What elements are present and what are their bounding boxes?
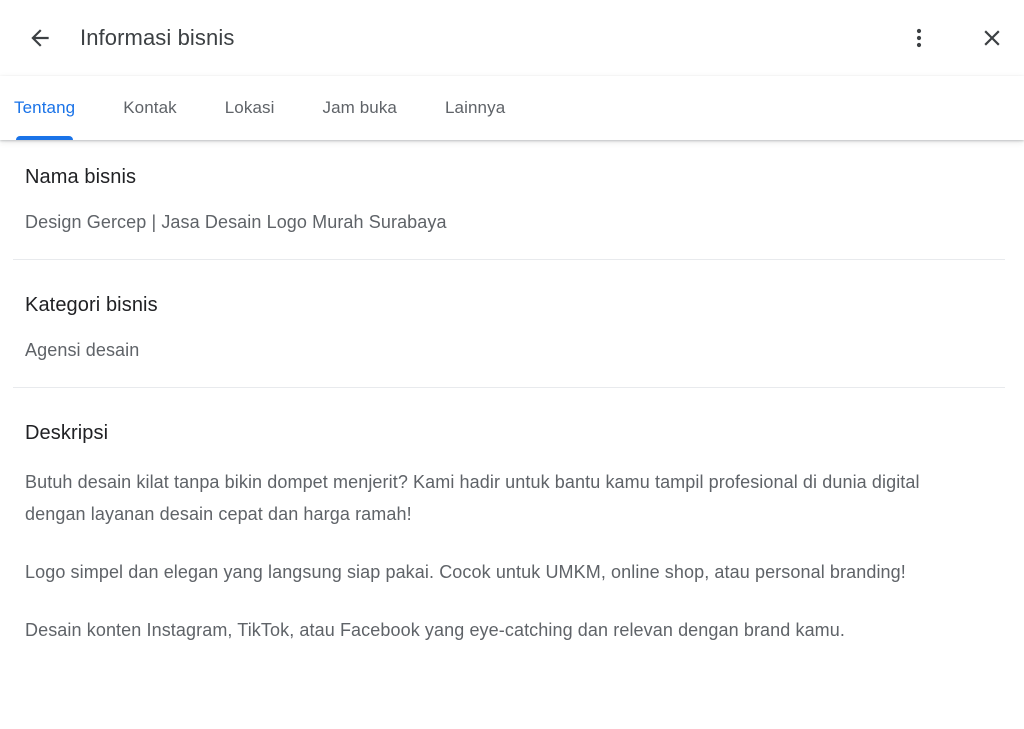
description-paragraph: Butuh desain kilat tanpa bikin dompet menjerit? Kami hadir untuk bantu kamu tampil profesional di dunia digital dengan layanan desain cepat dan harga ramah! — [25, 472, 920, 524]
close-button[interactable] — [972, 18, 1012, 58]
arrow-left-icon — [27, 25, 53, 51]
tab-bar — [0, 76, 1024, 140]
tab-kontak[interactable] — [123, 76, 177, 140]
tab-lainnya[interactable] — [445, 76, 505, 140]
business-name-label: Nama bisnis — [25, 166, 137, 188]
tab-lokasi[interactable] — [225, 76, 275, 140]
tab-label: Jam buka — [322, 98, 397, 117]
description-paragraph: Desain konten Instagram, TikTok, atau Facebook yang eye-catching dan relevan dengan brand kamu. — [25, 620, 845, 640]
tab-tentang[interactable] — [14, 76, 75, 140]
more-options-button[interactable] — [899, 18, 939, 58]
business-info-panel — [0, 140, 1024, 672]
business-category-section[interactable] — [0, 260, 1024, 387]
tab-label: Lainnya — [445, 98, 506, 117]
business-name-section[interactable] — [0, 140, 1024, 259]
description-section[interactable] — [0, 388, 1024, 672]
tab-jam-buka[interactable] — [322, 76, 397, 140]
tab-label: Tentang — [14, 98, 76, 117]
tab-label: Lokasi — [224, 98, 275, 117]
business-category-value: Agensi desain — [25, 340, 140, 360]
back-button[interactable] — [20, 18, 60, 58]
business-name-value: Design Gercep | Jasa Desain Logo Murah Surabaya — [25, 212, 447, 232]
description-label: Deskripsi — [25, 422, 109, 444]
header — [0, 0, 1024, 76]
business-category-label: Kategori bisnis — [25, 294, 158, 316]
description-paragraph: Logo simpel dan elegan yang langsung siap pakai. Cocok untuk UMKM, online shop, atau personal branding! — [25, 562, 906, 582]
page-title: Informasi bisnis — [80, 25, 235, 50]
close-icon — [979, 25, 1005, 51]
kebab-menu-icon — [907, 26, 931, 50]
active-tab-indicator — [16, 136, 73, 140]
tab-label: Kontak — [123, 98, 177, 117]
